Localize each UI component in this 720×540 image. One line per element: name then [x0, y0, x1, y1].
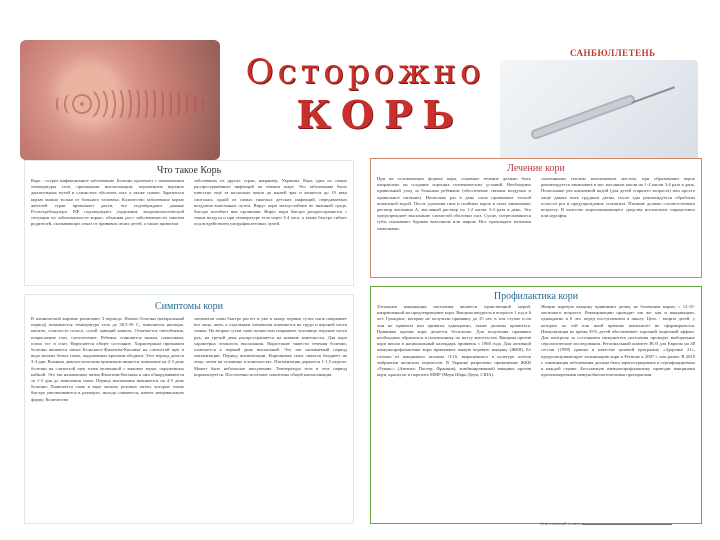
signature-label: Ответственный за выпуск: — [540, 521, 586, 526]
section-text: Корь - острое инфекционное заболевание. Болезнь протекает с повышением температуры тела, признаками интоксикации, поражением верхних дыхательных путей и слизистых оболочек глаз, а также сыпью. Заразиться корью можно только от больного человека. Количество заболевших корью жителей стран превышает расти, что подтверждают данные Роспотребнадзора. РФ подтверждает ухудшение эпидемиологической ситуации по заболеваемости корью, объясняя рост заболеваемости завозом родителей, оказывающих отказ от прививок своих детей, а также привозом — [31, 178, 184, 227]
section-title: Симптомы кори — [155, 301, 223, 312]
section-prevention — [370, 286, 702, 524]
signature-line — [582, 524, 672, 525]
section-text: При не осложненных формах кори, основное лечение должно быть направлено на создание хороших гигиенических условий. Необходимо правильный уход за больным ребенком (обеспечение свежим воздухом и правильное питание). Несколько раз в день глаза промывают теплой кипяченой водой. После удаления гноя и гнойных корок в глаза закапывают раствор витамина А, масляный раствор по 1-2 капли 3-4 раза в день. Это предупреждает высыхание слизистой оболочки глаз. Сухие, потрескавшиеся губы смазывают борным вазелином или жиром. Нос прочищают ватными тампонами, — [377, 176, 531, 231]
section-title: Профилактика кори — [493, 291, 579, 302]
section-title: Лечение кори — [507, 163, 565, 174]
page-subtitle: КОРЬ — [296, 92, 464, 137]
bulletin-label: САНБЮЛЛЕТЕНЬ — [570, 48, 656, 58]
syringe-icon — [530, 93, 637, 140]
section-treatment — [370, 158, 702, 278]
section-text: элементов сыпи быстро растет и уже к концу первых суток сыпь покрывает все лицо, шею, к отдельным элементам появляется на груди и верхней части спины. На вторые сутки сыпь полностью покрывает туловище, верхние части рук, на третий день распространяется на нижние конечности. Для кори характерна этапность высыпания. Нарастание тяжести течения болезни, отмечается в первый день высыпаний. Это так называемый период пигментации. Период пигментации. Коричневая сыпь сначала бледнеет на лице, затем на туловище и конечностях. Пигментация держится 1-1,5 недели. Может быть небольшое шелушение. Температура тела в этот период нормализуется. Постепенно исчезают симптомы общей интоксикации. — [194, 316, 347, 377]
section-text: Тотальная вакцинация населения является единственной мерой, направленной на предотвращение кори. Вакцина вводится в возрасте 1 год и 6 лет. Граждане, которые не получили прививку до 35 лет, в том случае если они не привиты или привиты однократно, также должны привиться. Прививка против кори делается бесплатно. Для получения прививки необходимо обратиться в поликлинику по месту жительства. Вакцина против кори вошла в национальный календарь прививок с 1968 года. Для активной иммунопрофилактики кори применяют живую коревую вакцину (ЖКВ). Ее готовят из вакцинного штамма Л-16, выращенного в культуре клеток эмбрионов японских перепелов. В Украине разрешено применение ЖКВ «Рувакс» (Авентис Пастер, Франция), комбинированной вакцины против кори, краснухи и паротита ММР (Мерк Шарп Доум, США). — [377, 304, 531, 378]
section-title: Что такое Корь — [156, 165, 222, 176]
section-text: Живую коревую вакцину прививают детям, не болевшим корью, с 12-15-месячного возраста. Ревакцинацию проводят так же, как и вакцинацию, однократно в 6 лет, перед поступлением в школу. Цель - защита детей, у которых по той или иной причине иммунитет не сформировался. Иммунизация во время 95% детей обеспечивает хороший защитный эффект. Для контроля за состоянием иммунитета населения проводят выборочные серологические исследования. Региональный комитет ВОЗ для Европы на 48 сессии (1998) принял в качестве целевой программу «Здоровье 21», предусматривающую элиминацию кори в Регионе к 2007 г. или ранее. В 2010 г. элиминация заболевания должна быть зарегистрирована и сертифицирована в каждой стране. Бесплатную иммунопрофилактику проводят вакцинами противокоревыми иммунобиологическими препаратами. — [541, 304, 695, 378]
needle-icon — [631, 86, 675, 104]
section-symptoms — [24, 294, 354, 524]
section-what-is-measles — [24, 160, 354, 286]
page-title: Осторожно — [245, 52, 485, 92]
section-text: смоченными теплым вазелиновым маслом, при образовании корок рекомендуется закапывать в нос масляные капли по 1-2 капли 3-4 раза в день. Полоскание рта кипяченой водой (для детей старшего возраста) или просто чаще давать пить грудным детям, после еды рекомендуется обработка полости рта и предупреждение стоматита. Питание должно соответствовать возрасту. В качестве жаропонижающего средства используют парацетамол или нурофен. — [541, 176, 695, 219]
section-text: заболевших из других стран, например, Украины. Корь одна из самых распространённых инфекций на земном шаре. Это заболевание было известно ещё за несколько веков до нашей эры и является до 19 века считалась одной из самых тяжелых детских инфекций, передаваемых воздушно-капельным путем. Вирус кори малоустойчив во внешней среде, быстро погибает вне организма. Вирус кори быстро распространяется с током воздуха и при температуре тела через 3-4 часа, а также быстро гибнет под воздействием ультрафиолетовых лучей. — [194, 178, 347, 227]
rash-photo — [20, 40, 220, 160]
section-text: В клинической картине различают 3 периода. Начало болезни (катаральный период) повышается температура тела до 38,5-39 С, появляется насморк, кашель, осиплость голоса, сухой лающий кашель. Отмечается светобоязнь, покраснение глаз, слезотечение. Ребенок становится вялым, плаксивым, плохо ест и спит. Нарушается общее состояние. Характерным признаком болезни являются пятна Бельского-Филатова-Коплика на слизистой щек в виде мелких белых точек, окруженных красным ободком. Этот период длится 3-4 дня. Важным диагностическим признаком является появление на 2-3 день болезни на слизистой щек точек величиной с маковое зерно, окруженных каймой. Это так называемые пятна Филатова-Коплика и они обнаруживаются за 1-3 дня до появления сыпи. Период высыпания начинается на 4-5 день болезни. Появляется сыпь в виде мелких розовых пятен, которые очень быстро увеличиваются в размерах, иногда сливаются, имеют неправильную форму. Количество — [31, 316, 184, 402]
